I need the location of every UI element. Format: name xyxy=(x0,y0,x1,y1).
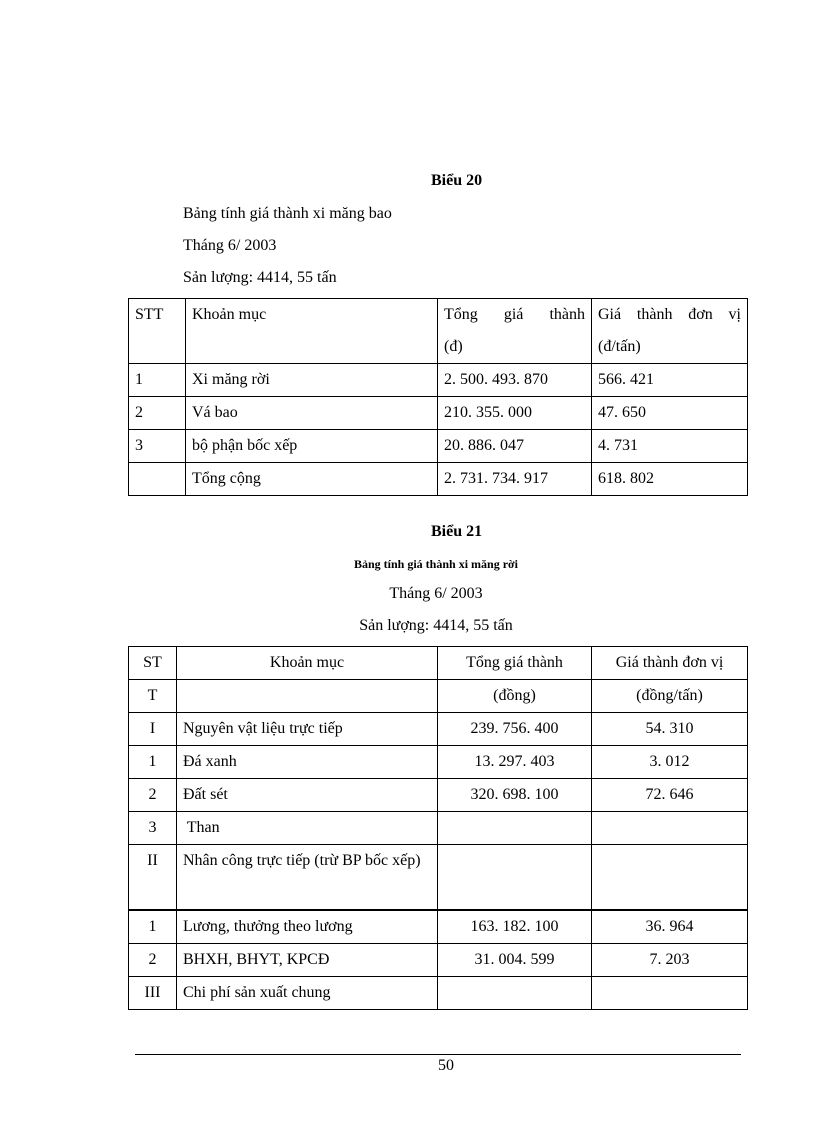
cell-unit: 3. 012 xyxy=(592,746,748,779)
cell-stt: I xyxy=(129,713,177,746)
header-item: Khoản mục xyxy=(177,647,438,680)
header-item: Khoản mục xyxy=(186,299,438,364)
header-unit-line2: (đ/tấn) xyxy=(598,338,641,355)
table-row xyxy=(129,364,748,397)
cell-total: 31. 004. 599 xyxy=(438,944,592,977)
cell-total: 210. 355. 000 xyxy=(438,397,592,430)
table-row-total xyxy=(129,463,748,496)
table-header-row xyxy=(129,647,748,680)
header-unit: Giá thành đơn vị xyxy=(592,647,748,680)
header-unit-line1: Giá thành đơn vị xyxy=(598,306,741,323)
table-row xyxy=(129,812,748,845)
bieu21-subtitle: Bảng tính giá thành xi măng rời xyxy=(353,557,518,571)
cell-unit xyxy=(592,845,748,911)
cell-stt: 2 xyxy=(129,944,177,977)
cell-total: 2. 500. 493. 870 xyxy=(438,364,592,397)
bieu20-title: Biểu 20 xyxy=(431,172,483,189)
bieu21-table xyxy=(128,646,748,1010)
cell-item: Tổng cộng xyxy=(186,463,438,496)
cell-item: Xi măng rời xyxy=(186,364,438,397)
header-total xyxy=(438,299,592,364)
cell-unit: 7. 203 xyxy=(592,944,748,977)
cell-item: BHXH, BHYT, KPCĐ xyxy=(177,944,438,977)
cell-item: Than xyxy=(177,812,438,845)
cell-total: 2. 731. 734. 917 xyxy=(438,463,592,496)
cell-unit: 47. 650 xyxy=(592,397,748,430)
cell-item: bộ phận bốc xếp xyxy=(186,430,438,463)
bieu21-month: Tháng 6/ 2003 xyxy=(389,585,483,602)
cell-item: Nhân công trực tiếp (trừ BP bốc xếp) xyxy=(177,845,438,911)
header-total-line2: (đ) xyxy=(444,338,463,355)
cell-total: 163. 182. 100 xyxy=(438,910,592,944)
table-header-row xyxy=(129,680,748,713)
cell-total: 320. 698. 100 xyxy=(438,779,592,812)
header-unit xyxy=(592,299,748,364)
cell-item: Chi phí sản xuất chung xyxy=(177,977,438,1010)
cell-stt xyxy=(129,463,186,496)
cell-item: Nguyên vật liệu trực tiếp xyxy=(177,713,438,746)
table-header-row xyxy=(129,299,748,364)
cell-total xyxy=(438,845,592,911)
bieu20-table xyxy=(128,298,748,496)
cell-item: Đá xanh xyxy=(177,746,438,779)
cell-unit: 36. 964 xyxy=(592,910,748,944)
cell-stt: 1 xyxy=(129,364,186,397)
cell-stt: II xyxy=(129,845,177,911)
cell-total xyxy=(438,812,592,845)
bieu20-output: Sản lượng: 4414, 55 tấn xyxy=(183,269,337,286)
table-row xyxy=(129,845,748,911)
header-stt: STT xyxy=(129,299,186,364)
cell-total: 239. 756. 400 xyxy=(438,713,592,746)
table-row xyxy=(129,944,748,977)
header-unit-unit: (đồng/tấn) xyxy=(592,680,748,713)
bieu21-output: Sản lượng: 4414, 55 tấn xyxy=(359,617,513,634)
bieu20-subtitle: Bảng tính giá thành xi măng bao xyxy=(183,205,392,222)
cell-unit: 54. 310 xyxy=(592,713,748,746)
cell-stt: 2 xyxy=(129,397,186,430)
cell-total: 20. 886. 047 xyxy=(438,430,592,463)
cell-unit: 4. 731 xyxy=(592,430,748,463)
cell-item: Lương, thưởng theo lương xyxy=(177,910,438,944)
cell-total xyxy=(438,977,592,1010)
table-row xyxy=(129,713,748,746)
cell-unit: 566. 421 xyxy=(592,364,748,397)
bieu20-month: Tháng 6/ 2003 xyxy=(183,237,277,254)
table-row xyxy=(129,430,748,463)
table-row xyxy=(129,910,748,944)
cell-stt: III xyxy=(129,977,177,1010)
table-row xyxy=(129,397,748,430)
header-total-unit: (đồng) xyxy=(438,680,592,713)
header-item-cont xyxy=(177,680,438,713)
bieu21-title: Biểu 21 xyxy=(431,523,483,540)
header-stt-cont: T xyxy=(129,680,177,713)
footer-divider xyxy=(135,1054,741,1055)
cell-item: Đất sét xyxy=(177,779,438,812)
cell-stt: 3 xyxy=(129,812,177,845)
cell-unit xyxy=(592,977,748,1010)
header-total-line1: Tổng giá thành xyxy=(444,306,585,323)
table-row xyxy=(129,977,748,1010)
cell-unit: 72. 646 xyxy=(592,779,748,812)
table-row xyxy=(129,746,748,779)
cell-stt: 2 xyxy=(129,779,177,812)
header-total: Tổng giá thành xyxy=(438,647,592,680)
page-number: 50 xyxy=(438,1057,454,1074)
cell-stt: 1 xyxy=(129,746,177,779)
cell-unit xyxy=(592,812,748,845)
cell-unit: 618. 802 xyxy=(592,463,748,496)
cell-stt: 3 xyxy=(129,430,186,463)
header-stt: ST xyxy=(129,647,177,680)
cell-total: 13. 297. 403 xyxy=(438,746,592,779)
table-row xyxy=(129,779,748,812)
cell-item: Vá bao xyxy=(186,397,438,430)
cell-stt: 1 xyxy=(129,910,177,944)
